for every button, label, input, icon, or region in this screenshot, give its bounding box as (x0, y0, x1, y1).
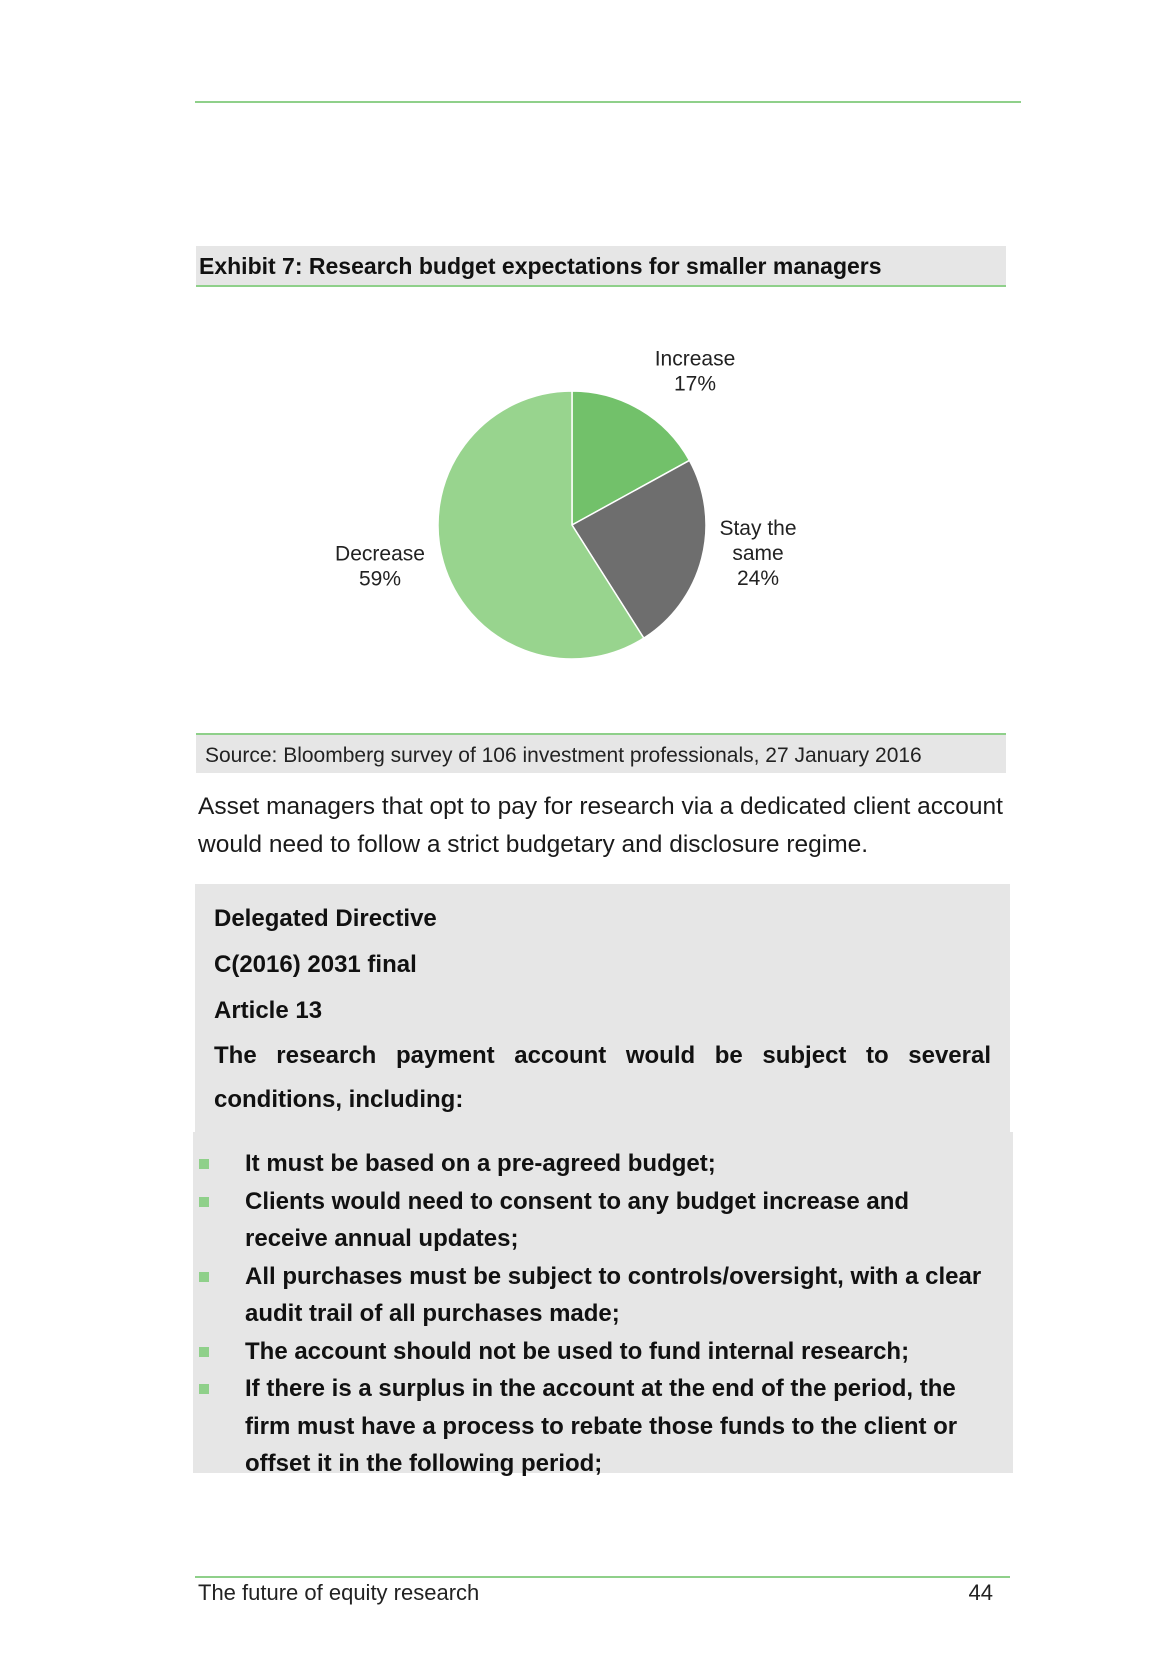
directive-box (195, 884, 1010, 1134)
square-bullet-icon (199, 1384, 209, 1394)
directive-intro: The research payment account would be subject to several conditions, including: (214, 1042, 991, 1113)
square-bullet-icon (199, 1347, 209, 1357)
condition-text: Clients would need to consent to any budget increase and receive annual updates; (245, 1187, 910, 1252)
data-label-line: Stay the (719, 517, 797, 540)
source-note: Source: Bloomberg survey of 106 investment professionals, 27 January 2016 (196, 733, 1006, 773)
data-label-increase (655, 348, 736, 396)
condition-text: All purchases must be subject to controls/oversight, with a clear audit trail of all purchases made; (245, 1262, 982, 1327)
data-label-line: Decrease (335, 542, 425, 566)
data-label-line: 59% (358, 567, 402, 591)
pie-slices (438, 391, 706, 659)
list-item (193, 1183, 997, 1258)
square-bullet-icon (199, 1272, 209, 1282)
condition-text: If there is a surplus in the account at the end of the period, the firm must have a process to rebate those funds to the client or offset it in the following period; (245, 1375, 958, 1477)
conditions-list (193, 1145, 997, 1483)
page-number: 44 (968, 1580, 993, 1605)
condition-text: It must be based on a pre-agreed budget; (245, 1150, 716, 1177)
body-paragraph: Asset managers that opt to pay for research via a dedicated client account would need to follow a strict budgetary and disclosure regime. (198, 793, 1003, 858)
list-item (193, 1333, 997, 1371)
footer-rule (195, 1576, 1010, 1578)
data-label-stay-the-same (719, 517, 796, 590)
square-bullet-icon (199, 1159, 209, 1169)
data-label-decrease (335, 543, 425, 591)
square-bullet-icon (199, 1197, 209, 1207)
data-label-line: same (732, 542, 784, 565)
data-label-line: 24% (736, 567, 780, 590)
footer-title: The future of equity research (198, 1580, 480, 1605)
data-label-line: Increase (654, 347, 736, 371)
condition-text: The account should not be used to fund internal research; (245, 1337, 910, 1365)
exhibit-title: Exhibit 7: Research budget expectations for smaller managers (196, 246, 1006, 287)
directive-article: Article 13 (214, 997, 323, 1024)
directive-reference: C(2016) 2031 final (214, 951, 417, 978)
list-item (193, 1370, 997, 1483)
list-item (193, 1145, 997, 1183)
conditions-box (193, 1132, 1013, 1477)
directive-name: Delegated Directive (214, 905, 437, 932)
list-item (193, 1258, 997, 1333)
data-label-line: 17% (673, 372, 717, 396)
